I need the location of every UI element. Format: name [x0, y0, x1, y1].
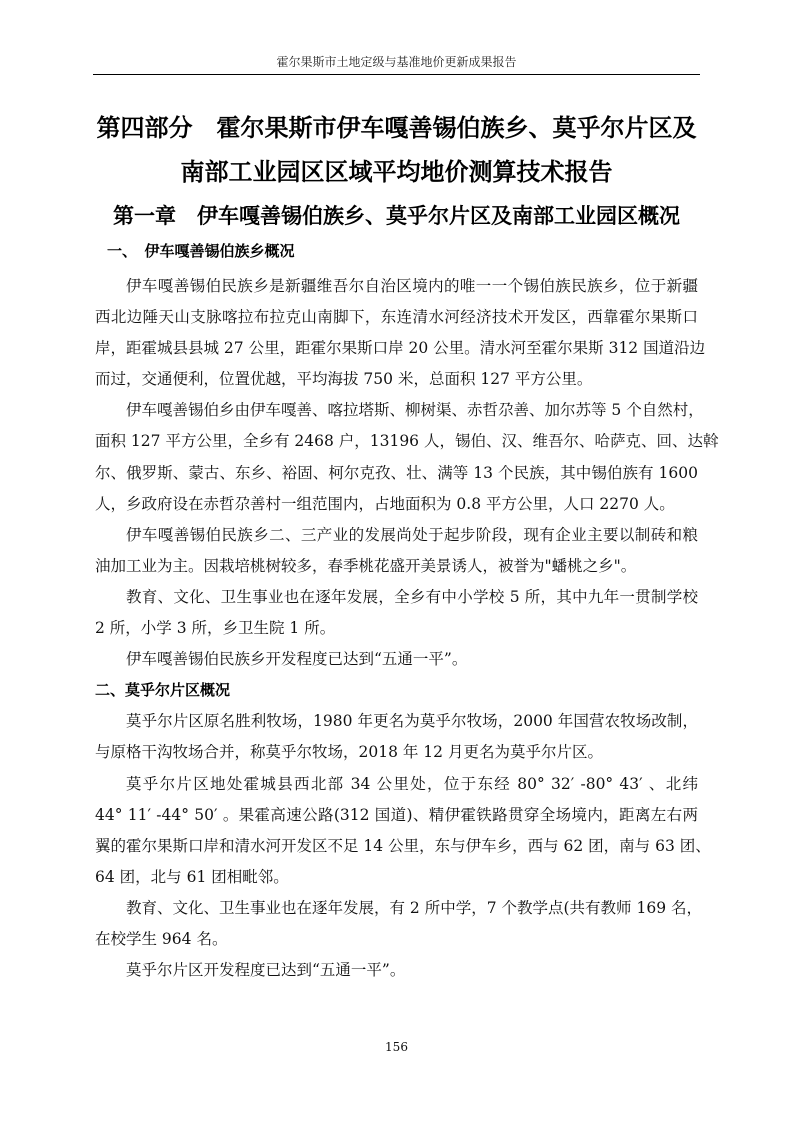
header-rule	[93, 74, 700, 75]
page-number: 156	[385, 1040, 408, 1054]
paragraph-line: 莫乎尔片区开发程度已达到“五通一平”。	[126, 961, 406, 980]
paragraph-line: 莫乎尔片区地处霍城县西北部 34 公里处，位于东经 80° 32′ -80° 43′ 、北纬	[126, 774, 698, 793]
running-header: 霍尔果斯市土地定级与基准地价更新成果报告	[276, 55, 517, 69]
paragraph-line: 在校学生 964 名。	[95, 929, 228, 948]
paragraph-line: 人，乡政府设在赤哲尕善村一组范围内，占地面积为 0.8 平方公里，人口 2270 人。	[95, 494, 675, 513]
paragraph-line: 油加工业为主。因栽培桃树较多，春季桃花盛开美景诱人，被誉为"蟠桃之乡"。	[95, 556, 637, 575]
paragraph	[95, 769, 711, 893]
paragraph-line: 岸，距霍城县县城 27 公里，距霍尔果斯口岸 20 公里。清水河至霍尔果斯 312 国道沿边	[95, 339, 706, 358]
paragraph	[95, 520, 698, 582]
paragraph	[95, 706, 698, 768]
chapter-title: 第一章 伊车嘎善锡伯族乡、莫乎尔片区及南部工业园区概况	[113, 204, 680, 228]
paragraph-line: 面积 127 平方公里，全乡有 2468 户，13196 人，锡伯、汉、维吾尔、哈萨克、回、达斡	[95, 432, 719, 451]
paragraph-line: 教育、文化、卫生事业也在逐年发展，有 2 所中学，7 个教学点(共有教师 169 名，	[126, 898, 702, 917]
section-heading: 一、 伊车嘎善锡伯族乡概况	[107, 242, 295, 260]
paragraph-line: 伊车嘎善锡伯民族乡二、三产业的发展尚处于起步阶段，现有企业主要以制砖和粮	[126, 525, 698, 544]
paragraph-line: 伊车嘎善锡伯民族乡是新疆维吾尔自治区境内的唯一一个锡伯族民族乡，位于新疆	[126, 277, 698, 295]
paragraph-line: 西北边陲天山支脉喀拉布拉克山南脚下，东连清水河经济技术开发区，西靠霍尔果斯口	[95, 308, 698, 327]
paragraph	[95, 582, 698, 644]
paragraph-line: 44° 11′ -44° 50′ 。果霍高速公路(312 国道)、精伊霍铁路贯穿全场境内，距离左右两	[95, 805, 698, 824]
paragraph-line: 伊车嘎善锡伯乡由伊车嘎善、喀拉塔斯、柳树渠、赤哲尕善、加尔苏等 5 个自然村，	[126, 401, 704, 420]
part-title-line-2: 南部工业园区区域平均地价测算技术报告	[180, 158, 613, 186]
paragraph	[95, 644, 698, 675]
document-body	[95, 236, 719, 986]
paragraph	[95, 395, 719, 519]
paragraph-line: 莫乎尔片区原名胜利牧场，1980 年更名为莫乎尔牧场，2000 年国营农牧场改制，	[126, 712, 698, 731]
paragraph-line: 翼的霍尔果斯口岸和清水河开发区不足 14 公里，东与伊车乡，西与 62 团，南与 63 团、	[95, 836, 711, 855]
paragraph-line: 教育、文化、卫生事业也在逐年发展，全乡有中小学校 5 所，其中九年一贯制学校	[126, 587, 698, 606]
section-heading: 二、莫乎尔片区概况	[95, 681, 231, 700]
paragraph	[95, 893, 702, 955]
paragraph	[95, 955, 698, 986]
paragraph-line: 64 团，北与 61 团相毗邻。	[95, 867, 289, 886]
paragraph-line: 而过，交通便利，位置优越，平均海拔 750 米，总面积 127 平方公里。	[95, 370, 593, 389]
paragraph-line: 伊车嘎善锡伯民族乡开发程度已达到“五通一平”。	[126, 650, 468, 669]
paragraph-line: 与原格干沟牧场合并，称莫乎尔牧场，2018 年 12 月更名为莫乎尔片区。	[95, 743, 603, 762]
paragraph-line: 尔、俄罗斯、蒙古、东乡、裕固、柯尔克孜、壮、满等 13 个民族，其中锡伯族有 1600	[95, 463, 698, 482]
paragraph-line: 2 所，小学 3 所，乡卫生院 1 所。	[95, 619, 336, 638]
part-title-line-1: 第四部分 霍尔果斯市伊车嘎善锡伯族乡、莫乎尔片区及	[96, 114, 697, 142]
paragraph	[95, 271, 706, 395]
